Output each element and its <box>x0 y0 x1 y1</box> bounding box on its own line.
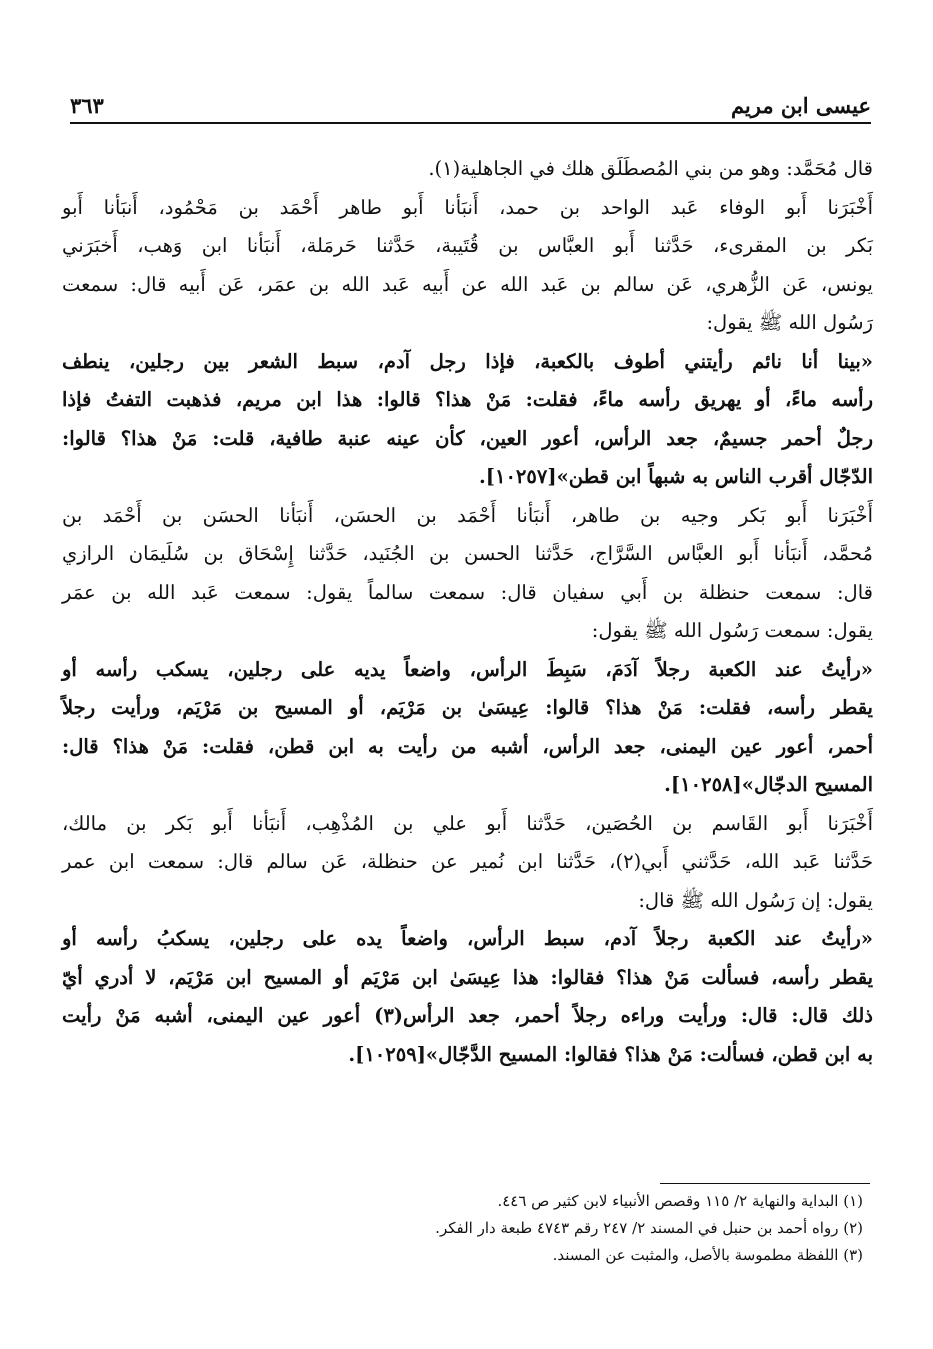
hadith-line: به ابن قطن، فسألت: مَنْ هذا؟ فقالوا: المسيح الدَّجّال»[١٠٢٥٩]. <box>348 1042 873 1066</box>
running-header <box>70 86 871 124</box>
hadith-line: «رأيتُ عند الكعبة رجلاً آدَمَ، سَبِطَ الرأس، واضعاً يديه على رجلين، يسكب رأسه أو <box>62 657 873 681</box>
footnote-separator <box>660 1183 870 1184</box>
text-line: رَسُول الله ﷺ يقول: <box>706 311 873 334</box>
hadith-line: أحمر، أعور عين اليمنى، جعد الرأس، أشبه من رأيت به ابن قطن، فقلت: مَنْ هذا؟ قال: <box>62 734 873 758</box>
hadith-line: رأسه ماءً، أو يهريق رأسه ماءً، فقلت: مَنْ هذا؟ قالوا: هذا ابن مريم، فذهبت التفتُ فإذا <box>62 388 873 411</box>
text-line: أَخْبَرَنا أَبو القَاسم بن الحُصَين، حَدَّثنا أَبو علي بن المُذْهِب، أَنبَأنا أَبو بَكر بن مالك، <box>62 811 873 835</box>
page-number: ٣٦٣ <box>70 93 104 118</box>
text-line: قال مُحَمَّد: وهو من بني المُصطَلَق هلك في الجاهلية(١). <box>428 157 873 180</box>
hadith-line: الدّجّال أقرب الناس به شبهاً ابن قطن»[١٠٢٥٧]. <box>478 465 873 488</box>
footnote: (٣) اللفظة مطموسة بالأصل، والمثبت عن المسند. <box>552 1246 863 1264</box>
text-line: أَخْبَرَنا أَبو بَكر وجيه بن طاهر، أَنبَأنا أَحْمَد بن الحسَن، أَنبَأنا الحسَن بن أَحْمَد بن <box>62 503 873 527</box>
hadith-line: ذلك قال: قال: ورأيت وراءه رجلاً أحمر، جعد الرأس(٣) أعور عين اليمنى، أشبه مَنْ رأيت <box>62 1004 873 1027</box>
hadith-line: «رأيتُ عند الكعبة رجلاً آدم، سبط الرأس، واضعاً يده على رجلين، يسكبُ رأسه أو <box>62 927 873 950</box>
text-line: أَخْبَرَنا أَبو الوفاء عَبد الواحد بن حمد، أَنبَأنا أَبو طاهر أَحْمَد بن مَحْمُود، أَنبَأنا أَبو <box>62 195 873 219</box>
text-line: حَدَّثنا عَبد الله، حَدَّثني أَبي(٢)، حَدَّثنا ابن نُمير عن حنظلة، عَن سالم قال: سمعت ابن عمر <box>62 850 873 873</box>
main-text <box>62 150 873 1074</box>
footnote: (٢) رواه أحمد بن حنبل في المسند ٢/ ٢٤٧ رقم ٤٧٤٣ طبعة دار الفكر. <box>435 1219 863 1237</box>
hadith-line: «بينا أنا نائم رأيتني أطوف بالكعبة، فإذا رجل آدم، سبط الشعر بين رجلين، ينطف <box>62 349 873 373</box>
text-line: يقول: إن رَسُول الله ﷺ قال: <box>638 888 873 912</box>
text-line: قال: سمعت حنظلة بن أَبي سفيان قال: سمعت سالماً يقول: سمعت عَبد الله بن عمَر <box>62 580 873 604</box>
text-line: يقول: سمعت رَسُول الله ﷺ يقول: <box>591 619 873 642</box>
hadith-line: يقطر رأسه، فسألت مَنْ هذا؟ فقالوا: هذا عِيسَىٰ ابن مَرْيَم أو المسيح ابن مَرْيَم، لا أدري أيّ <box>62 965 873 989</box>
chapter-title: عيسى ابن مريم <box>730 93 871 118</box>
text-line: يونس، عَن الزُّهري، عَن سالم بن عَبد الله عن أَبيه عَبد الله بن عمَر، عَن أَبيه قال: سمعت <box>62 272 873 296</box>
text-line: بَكر بن المقرىء، حَدَّثنا أَبو العبَّاس بن قُتَيبة، حَدَّثنا حَرمَلة، أَنبَأنا ابن وَهب، أَخبَرَني <box>62 234 873 257</box>
hadith-line: يقطر رأسه، فقلت: مَنْ هذا؟ قالوا: عِيسَىٰ بن مَرْيَم، أو المسيح بن مَرْيَم، ورأيت رجلاً <box>62 696 873 719</box>
text-line: مُحمَّد، أَنبَأنا أَبو العبَّاس السَّرَّاج، حَدَّثنا الحسن بن الجُنَيد، حَدَّثنا إِسْحَاق بن سُلَيمَان الرازي <box>62 542 873 565</box>
hadith-line: المسيح الدجّال»[١٠٢٥٨]. <box>664 773 873 796</box>
footnote: (١) البداية والنهاية ٢/ ١١٥ وقصص الأنبياء لابن كثير ص ٤٤٦. <box>497 1192 863 1210</box>
footnotes <box>120 1188 863 1269</box>
hadith-line: رجلٌ أحمر جسيمٌ، جعد الرأس، أعور العين، كأن عينه عنبة طافية، قلت: مَنْ هذا؟ قالوا: <box>62 426 873 450</box>
